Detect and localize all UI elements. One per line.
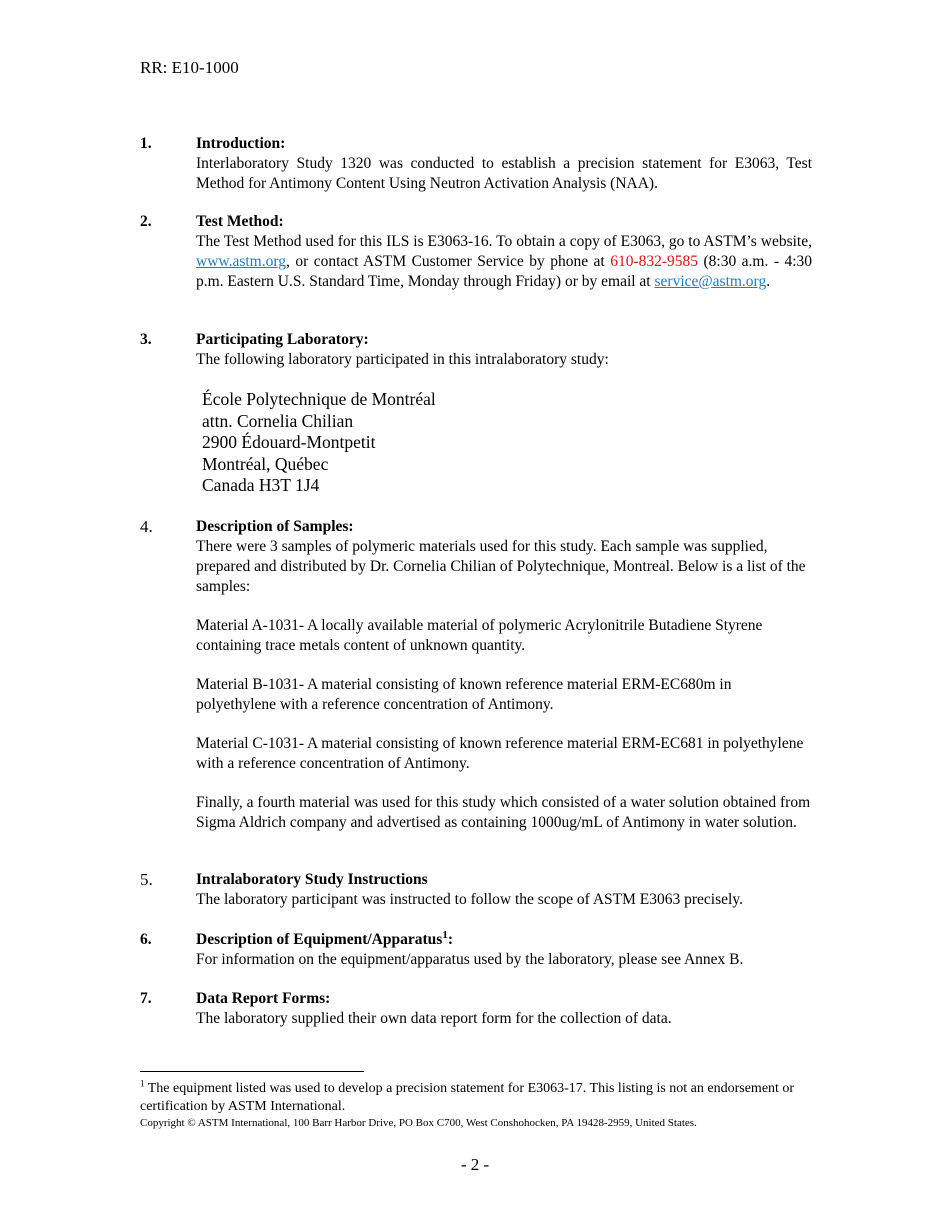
section-text: Interlaboratory Study 1320 was conducted to establish a precision statement for E3063, Test Method for Antimony Content Using Neutron Activation Analysis (NAA). [196, 155, 812, 192]
section-number: 2. [140, 213, 152, 230]
footnote [140, 1080, 812, 1116]
section-title: Data Report Forms: [196, 990, 331, 1007]
section-title: Description of Samples: [196, 518, 354, 535]
section-text [196, 232, 812, 292]
laboratory-address [202, 389, 436, 497]
footnote-text: The equipment listed was used to develop a precision statement for E3063-17. This listing is not an endorsement or certification by ASTM International. [140, 1081, 795, 1114]
section-introduction [140, 134, 812, 194]
report-id-header: RR: E10-1000 [140, 58, 239, 77]
section-participating-laboratory [140, 330, 812, 370]
title-colon: : [447, 931, 453, 948]
section-number: 3. [140, 331, 152, 348]
section-text: The laboratory supplied their own data report form for the collection of data. [196, 1010, 672, 1027]
address-line: Montréal, Québec [202, 453, 329, 474]
material-a-description: Material A-1031- A locally available material of polymeric Acrylonitrile Butadiene Styrene containing trace metals content of unknown quantity. [196, 617, 763, 654]
service-email-link[interactable]: service@astm.org [654, 273, 767, 290]
astm-website-link[interactable]: www.astm.org [196, 253, 286, 270]
samples-intro: There were 3 samples of polymeric materials used for this study. Each sample was supplied, prepared and distributed by Dr. Cornelia Chilian of Polytechnique, Montreal. Below is a list of the samples: [196, 538, 806, 595]
material-c-description: Material C-1031- A material consisting of known reference material ERM-EC681 in polyethylene with a reference concentration of Antimony. [196, 735, 804, 772]
section-text: The following laboratory participated in this intralaboratory study: [196, 351, 609, 368]
section-number: 5. [140, 870, 153, 889]
text-part: (8:30 a.m. - 4:30 p.m. Eastern U.S. Standard Time, Monday through Friday) or by email at [196, 253, 812, 290]
footnote-marker: 1 [442, 928, 448, 941]
section-title: Introduction: [196, 135, 286, 152]
section-text: For information on the equipment/apparatus used by the laboratory, please see Annex B. [196, 951, 744, 968]
text-part: The Test Method used for this ILS is E3063-16. To obtain a copy of E3063, go to ASTM’s website, [196, 233, 812, 250]
customer-service-phone: 610-832-9585 [610, 253, 699, 270]
section-data-report-forms [140, 989, 812, 1029]
fourth-material-description: Finally, a fourth material was used for this study which consisted of a water solution obtained from Sigma Aldrich company and advertised as containing 1000ug/mL of Antimony in water solution. [196, 794, 811, 831]
section-title [196, 930, 812, 950]
section-equipment [140, 930, 812, 970]
section-test-method [140, 212, 812, 292]
text-part: , or contact ASTM Customer Service by phone at [285, 253, 611, 270]
title-text: Description of Equipment/Apparatus [196, 931, 443, 948]
section-number: 4. [140, 517, 153, 536]
section-number: 6. [140, 931, 152, 948]
section-study-instructions [140, 870, 812, 910]
footnote-number: 1 [140, 1078, 145, 1089]
section-description-of-samples [140, 517, 812, 833]
address-line: École Polytechnique de Montréal [202, 389, 436, 409]
page-number: - 2 - [460, 1155, 490, 1174]
copyright-notice: Copyright © ASTM International, 100 Barr Harbor Drive, PO Box C700, West Conshohocken, PA 19428-2959, United States. [140, 1117, 697, 1129]
material-b-description: Material B-1031- A material consisting of known reference material ERM-EC680m in polyethylene with a reference concentration of Antimony. [196, 676, 732, 713]
address-line: Canada H3T 1J4 [202, 475, 320, 495]
address-line: attn. Cornelia Chilian [202, 410, 354, 431]
section-title: Participating Laboratory: [196, 331, 369, 348]
address-line: 2900 Édouard-Montpetit [202, 432, 376, 452]
section-number: 7. [140, 990, 152, 1007]
section-title: Test Method: [196, 213, 284, 230]
text-part: . [766, 273, 771, 290]
section-number: 1. [140, 135, 152, 152]
section-title: Intralaboratory Study Instructions [196, 871, 428, 888]
section-text: The laboratory participant was instructed to follow the scope of ASTM E3063 precisely. [196, 891, 743, 908]
footnote-divider [140, 1071, 364, 1072]
